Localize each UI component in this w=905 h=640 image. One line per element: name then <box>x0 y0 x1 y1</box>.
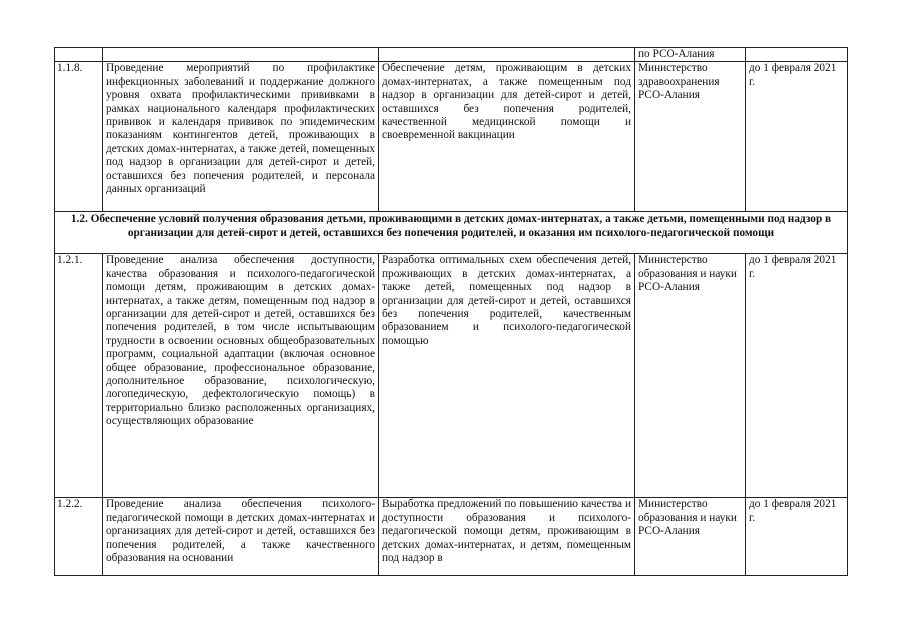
deadline-cell <box>746 48 848 62</box>
result-cell: Обеспечение детям, проживающим в детских домах-интернатах, а также помещенным под надзор в организации для детей-сирот и детей, оставшихся без попечения родителей, качественной медицинской помощи и своевременной вакцинации <box>379 62 635 212</box>
result-cell <box>379 48 635 62</box>
item-number: 1.2.2. <box>55 498 103 576</box>
action-plan-table <box>54 47 848 576</box>
executor-cell: Министерство образования и науки РСО-Алания <box>635 498 746 576</box>
item-number <box>55 48 103 62</box>
result-cell: Выработка предложений по повышению качества и доступности образования и психолого-педагогической помощи детям, проживающим в детских домах-интернатах, и детям, помещенным под надзор в <box>379 498 635 576</box>
document-page <box>54 47 847 576</box>
section-row <box>55 212 848 254</box>
action-cell: Проведение анализа обеспечения доступности, качества образования и психолого-педагогической помощи детям, проживающим в детских домах-интернатах, а также детям, помещенным под надзор в организации для детей-сирот и детей, оставшихся без попечения родителей, в том числе испытывающим трудности в освоении основных общеобразовательных программ, социальной адаптации (включая основное общее образование, профессиональное образование, дополнительное образование, психологическую, логопедическую, дефектологическую помощь) в территориально близко расположенных организациях, осуществляющих образование <box>103 254 379 498</box>
section-title: 1.2. Обеспечение условий получения образования детьми, проживающими в детских домах-интернатах, а также детьми, помещенными под надзор в организации для детей-сирот и детей, оставшихся без попечения родителей, и оказания им психолого-педагогической помощи <box>55 212 848 254</box>
executor-cell: Министерство образования и науки РСО-Алания <box>635 254 746 498</box>
deadline-cell: до 1 февраля 2021 г. <box>746 62 848 212</box>
deadline-cell: до 1 февраля 2021 г. <box>746 254 848 498</box>
table-row <box>55 254 848 498</box>
deadline-cell: до 1 февраля 2021 г. <box>746 498 848 576</box>
table-row <box>55 62 848 212</box>
table-row <box>55 48 848 62</box>
item-number: 1.1.8. <box>55 62 103 212</box>
result-cell: Разработка оптимальных схем обеспечения детей, проживающих в детских домах-интернатах, а также детей, помещенных под надзор в организации для детей-сирот и детей, оставшихся без попечения родителей, качественным образованием и психолого-педагогической помощью <box>379 254 635 498</box>
executor-cell: по РСО-Алания <box>635 48 746 62</box>
item-number: 1.2.1. <box>55 254 103 498</box>
action-cell: Проведение анализа обеспечения психолого-педагогической помощи в детских домах-интернатах и организациях для детей-сирот и детей, оставшихся без попечения родителей, а также качественного образования на основании <box>103 498 379 576</box>
executor-cell: Министерство здравоохранения РСО-Алания <box>635 62 746 212</box>
table-row <box>55 498 848 576</box>
action-cell: Проведение мероприятий по профилактике инфекционных заболеваний и поддержание должного уровня охвата профилактическими прививками в рамках национального календаря профилактических прививок и календаря прививок по эпидемическим показаниям контингентов детей, проживающих в детских домах-интернатах, а также детей, помещенных под надзор в организации для детей-сирот и детей, оставшихся без попечения родителей, и персонала данных организаций <box>103 62 379 212</box>
action-cell <box>103 48 379 62</box>
